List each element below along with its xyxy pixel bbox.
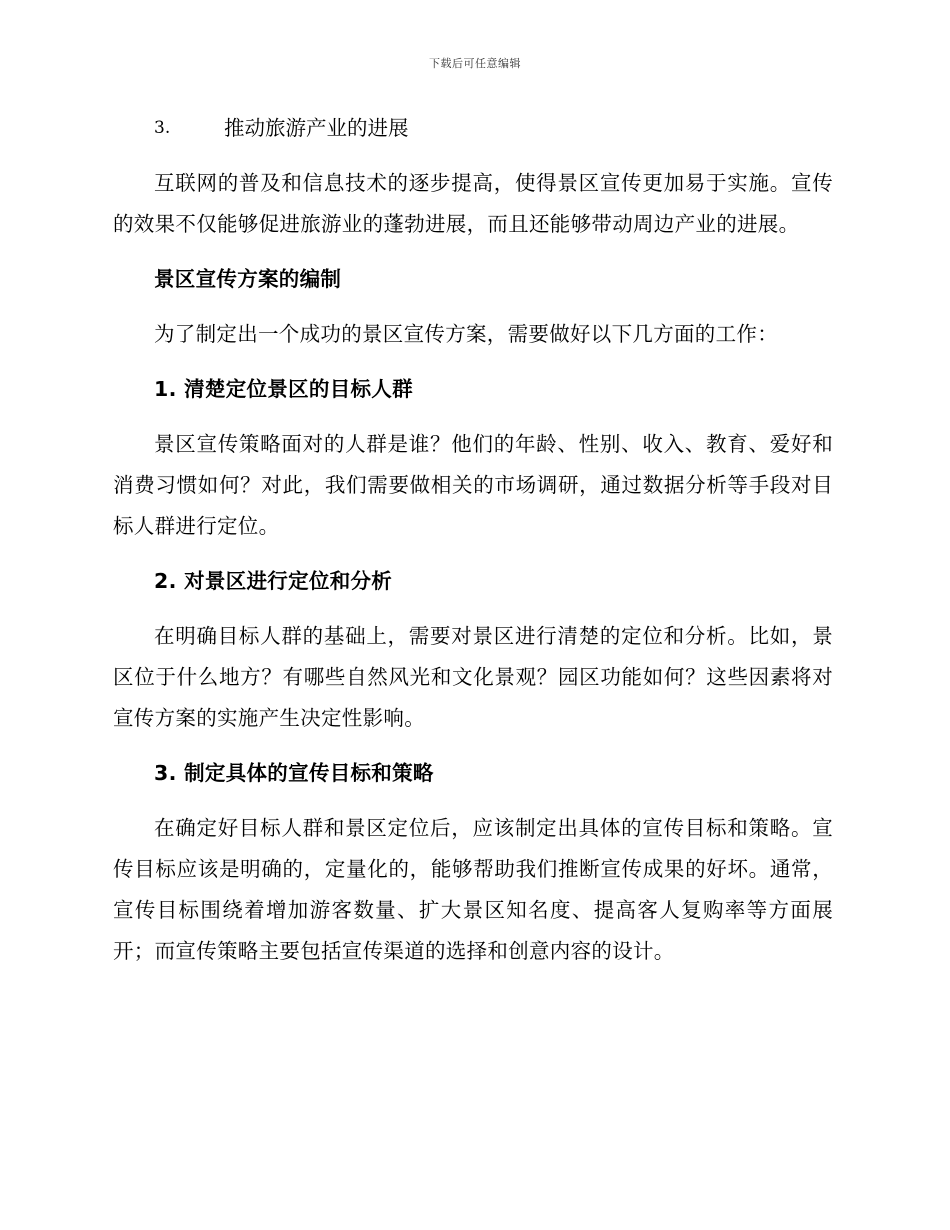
- section-3-title: 推动旅游产业的进展: [224, 116, 409, 140]
- plan-item-3-paragraph: 在确定好目标人群和景区定位后，应该制定出具体的宣传目标和策略。宣传目标应该是明确的，定量化的，能够帮助我们推断宣传成果的好坏。通常，宣传目标围绕着增加游客数量、扩大景区知名度、提高客人复购率等方面展开；而宣传策略主要包括宣传渠道的选择和创意内容的设计。: [113, 816, 833, 963]
- plan-item-2-heading: 2. 对景区进行定位和分析: [154, 569, 393, 593]
- document-body: [113, 108, 833, 986]
- plan-item-1-heading: 1. 清楚定位景区的目标人群: [154, 377, 413, 401]
- plan-item-1-paragraph: 景区宣传策略面对的人群是谁？他们的年龄、性别、收入、教育、爱好和消费习惯如何？对此，我们需要做相关的市场调研，通过数据分析等手段对目标人群进行定位。: [113, 432, 833, 538]
- section-3-paragraph: 互联网的普及和信息技术的逐步提高，使得景区宣传更加易于实施。宣传的效果不仅能够促进旅游业的蓬勃进展，而且还能够带动周边产业的进展。: [113, 171, 833, 236]
- header-note: 下载后可任意编辑: [429, 57, 521, 70]
- section-3-heading: [113, 108, 833, 149]
- plan-heading: 景区宣传方案的编制: [154, 267, 342, 291]
- plan-intro: 为了制定出一个成功的景区宣传方案，需要做好以下几方面的工作：: [154, 322, 778, 346]
- plan-item-2-paragraph: 在明确目标人群的基础上，需要对景区进行清楚的定位和分析。比如，景区位于什么地方？有哪些自然风光和文化景观？园区功能如何？这些因素将对宣传方案的实施产生决定性影响。: [113, 624, 833, 730]
- section-3-number: 3.: [154, 118, 171, 138]
- plan-item-3-heading: 3. 制定具体的宣传目标和策略: [154, 761, 434, 785]
